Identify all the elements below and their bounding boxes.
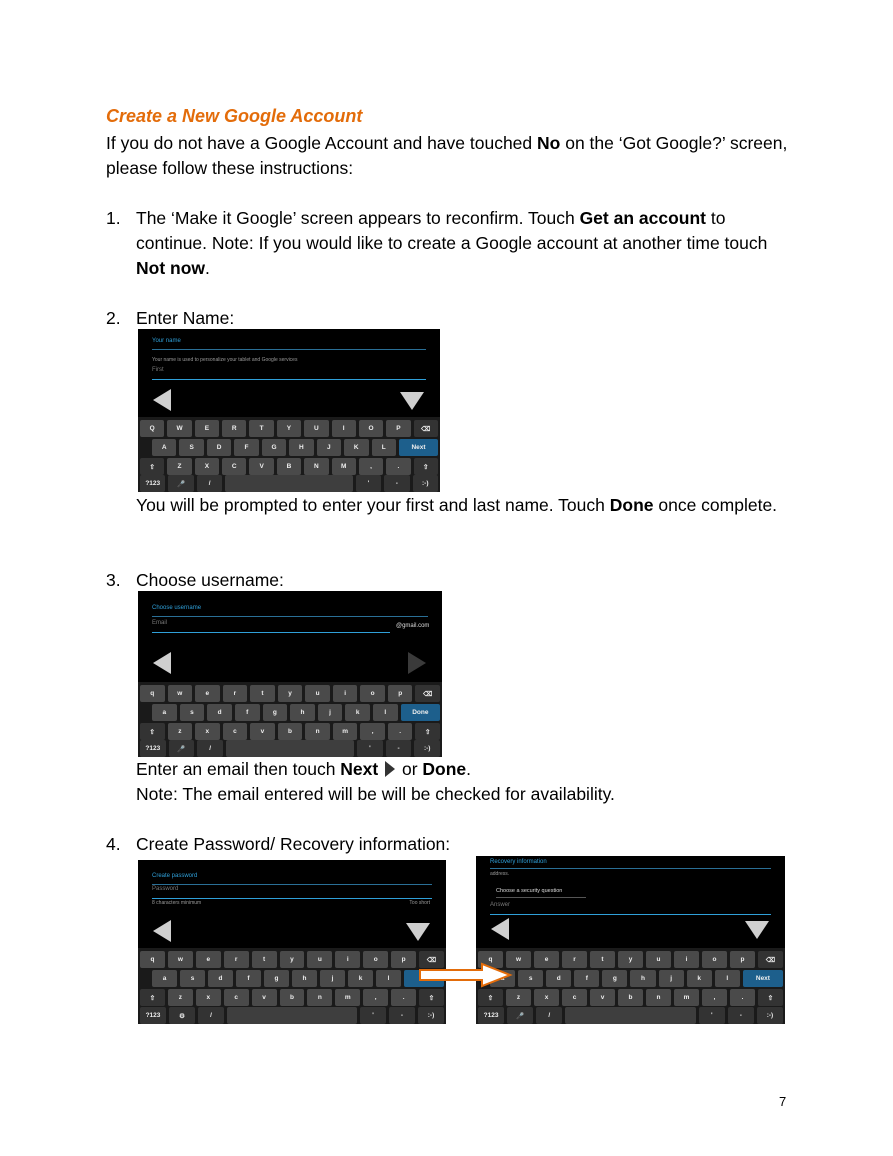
key: G: [262, 439, 286, 456]
slash-key: /: [197, 740, 223, 757]
header-divider: [152, 884, 432, 885]
screen-hint: Your name is used to personalize your tablet and Google services: [152, 357, 298, 363]
smiley-key: :-): [757, 1007, 783, 1024]
key: r: [224, 951, 249, 968]
key: v: [252, 989, 277, 1006]
key: o: [360, 685, 385, 702]
key: B: [277, 458, 301, 475]
key: V: [249, 458, 273, 475]
key: f: [574, 970, 599, 987]
key: j: [320, 970, 345, 987]
key: m: [674, 989, 699, 1006]
comma-key: ,: [360, 723, 385, 740]
gmail-suffix: @gmail.com: [396, 623, 430, 629]
backspace-icon: ⌫: [758, 951, 783, 968]
key: i: [333, 685, 358, 702]
key: u: [305, 685, 330, 702]
key: Q: [140, 420, 164, 437]
period-key: .: [391, 989, 416, 1006]
smiley-key: :-): [413, 475, 438, 492]
screenshot-choose-username: [138, 591, 442, 757]
key: a: [152, 704, 177, 721]
key: Y: [277, 420, 301, 437]
key: r: [562, 951, 587, 968]
step-number: 2.: [106, 308, 121, 328]
key: p: [391, 951, 416, 968]
key: q: [140, 685, 165, 702]
key: g: [602, 970, 627, 987]
key: M: [332, 458, 356, 475]
shift-icon: ⇧: [478, 989, 503, 1006]
slash-key: /: [197, 475, 222, 492]
next-key: Next: [399, 439, 438, 456]
key: h: [630, 970, 655, 987]
key: X: [195, 458, 219, 475]
key: i: [674, 951, 699, 968]
key: o: [702, 951, 727, 968]
key: e: [534, 951, 559, 968]
key: t: [590, 951, 615, 968]
key: i: [335, 951, 360, 968]
first-name-field: First: [152, 367, 426, 380]
key: x: [534, 989, 559, 1006]
space-key: [565, 1007, 695, 1024]
period-key: .: [386, 458, 410, 475]
key: l: [715, 970, 740, 987]
key: x: [195, 723, 220, 740]
comma-key: ,: [363, 989, 388, 1006]
space-key: [226, 740, 354, 757]
step-number: 4.: [106, 834, 121, 854]
hide-keyboard-icon: [406, 923, 430, 941]
key: N: [304, 458, 328, 475]
key: P: [386, 420, 410, 437]
settings-icon: ⚙: [169, 1007, 195, 1024]
comma-key: ,: [702, 989, 727, 1006]
header-divider: [152, 616, 428, 617]
key: v: [590, 989, 615, 1006]
dash-key: -: [384, 475, 409, 492]
key: s: [180, 704, 205, 721]
key: o: [363, 951, 388, 968]
key: l: [376, 970, 401, 987]
space-key: [225, 475, 352, 492]
comma-key: ,: [359, 458, 383, 475]
shift-icon: ⇧: [758, 989, 783, 1006]
quote-key: ': [356, 475, 381, 492]
step-text: The ‘Make it Google’ screen appears to reconfirm. Touch Get an account to continue. Note: If you would like to create a Google account at another time touch Not now.: [136, 208, 768, 278]
key: f: [236, 970, 261, 987]
shift-icon: ⇧: [140, 723, 165, 740]
key: H: [289, 439, 313, 456]
keyboard: [138, 682, 442, 757]
header-divider: [152, 349, 426, 350]
key: T: [249, 420, 273, 437]
step-text: Choose username:: [136, 570, 284, 590]
symbols-key: ?123: [140, 475, 165, 492]
keyboard: [476, 948, 785, 1024]
key: F: [234, 439, 258, 456]
key: p: [388, 685, 413, 702]
key: w: [168, 951, 193, 968]
space-key: [227, 1007, 357, 1024]
screenshot-create-password: [138, 860, 446, 1024]
page-number: 7: [779, 1094, 787, 1109]
shift-icon: ⇧: [140, 989, 165, 1006]
intro-paragraph: If you do not have a Google Account and have touched No on the ‘Got Google?’ screen, please follow these instructions:: [106, 133, 788, 178]
step-3-note: Enter an email then touch Next or Done.: [136, 759, 472, 779]
next-step-arrow-icon: [418, 962, 514, 988]
key: k: [345, 704, 370, 721]
key: f: [235, 704, 260, 721]
key: g: [263, 704, 288, 721]
key: W: [167, 420, 191, 437]
email-field: Email: [152, 620, 390, 633]
shift-icon: ⇧: [419, 989, 444, 1006]
screen-header: Your name: [152, 338, 181, 344]
screenshot-recovery-information: [476, 856, 785, 1024]
security-question-select: Choose a security question: [496, 888, 586, 898]
key: d: [546, 970, 571, 987]
quote-key: ': [699, 1007, 725, 1024]
dash-key: -: [728, 1007, 754, 1024]
key: e: [196, 951, 221, 968]
back-arrow-icon: [153, 389, 171, 411]
quote-key: ': [360, 1007, 386, 1024]
key: e: [195, 685, 220, 702]
key: s: [180, 970, 205, 987]
key: p: [730, 951, 755, 968]
dash-key: -: [386, 740, 412, 757]
key: I: [332, 420, 356, 437]
slash-key: /: [536, 1007, 562, 1024]
next-arrow-icon: [408, 652, 426, 674]
key: j: [659, 970, 684, 987]
key: a: [152, 970, 177, 987]
availability-note: Note: The email entered will be will be checked for availability.: [136, 784, 615, 804]
key: d: [207, 704, 232, 721]
key: k: [687, 970, 712, 987]
screen-header: Choose username: [152, 605, 202, 611]
hide-keyboard-icon: [400, 392, 424, 410]
dash-key: -: [389, 1007, 415, 1024]
smiley-key: :-): [418, 1007, 444, 1024]
microphone-icon: 🎤: [169, 740, 195, 757]
key: u: [307, 951, 332, 968]
key: S: [179, 439, 203, 456]
section-heading: Create a New Google Account: [106, 106, 363, 126]
key: A: [152, 439, 176, 456]
key: L: [372, 439, 396, 456]
smiley-key: :-): [414, 740, 440, 757]
key: n: [646, 989, 671, 1006]
key: b: [618, 989, 643, 1006]
next-key: Next: [743, 970, 783, 987]
symbols-key: ?123: [140, 1007, 166, 1024]
back-arrow-icon: [153, 920, 171, 942]
key: m: [333, 723, 358, 740]
key: D: [207, 439, 231, 456]
key: j: [318, 704, 343, 721]
shift-icon: ⇧: [415, 723, 440, 740]
key: q: [140, 951, 165, 968]
step-number: 3.: [106, 570, 121, 590]
key: y: [280, 951, 305, 968]
key: v: [250, 723, 275, 740]
key: q: [478, 951, 503, 968]
answer-field: Answer: [490, 902, 771, 915]
key: c: [562, 989, 587, 1006]
microphone-icon: 🎤: [168, 475, 193, 492]
key: z: [168, 723, 193, 740]
key: b: [278, 723, 303, 740]
step-number: 1.: [106, 208, 121, 228]
backspace-icon: ⌫: [415, 685, 440, 702]
key: k: [348, 970, 373, 987]
key: t: [250, 685, 275, 702]
back-arrow-icon: [153, 652, 171, 674]
header-divider: [490, 868, 771, 869]
symbols-key: ?123: [478, 1007, 504, 1024]
password-strength: Too short: [409, 900, 430, 906]
symbols-key: ?123: [140, 740, 166, 757]
keyboard: [138, 417, 440, 492]
next-arrow-icon: [385, 761, 395, 777]
password-hint: 8 characters minimum: [152, 900, 202, 906]
key: h: [292, 970, 317, 987]
quote-key: ': [357, 740, 383, 757]
screenshot-enter-name: [138, 329, 440, 492]
period-key: .: [730, 989, 755, 1006]
key: s: [518, 970, 543, 987]
key: g: [264, 970, 289, 987]
key: r: [223, 685, 248, 702]
screen-header: Recovery information: [490, 859, 547, 865]
shift-icon: ⇧: [140, 458, 164, 475]
done-key: Done: [401, 704, 440, 721]
key: x: [196, 989, 221, 1006]
key: u: [646, 951, 671, 968]
period-key: .: [388, 723, 413, 740]
key: O: [359, 420, 383, 437]
key: C: [222, 458, 246, 475]
step-2-note: You will be prompted to enter your first and last name. Touch Done once complete.: [136, 495, 778, 515]
key: l: [373, 704, 398, 721]
key: Z: [167, 458, 191, 475]
backspace-icon: ⌫: [419, 951, 444, 968]
key: y: [618, 951, 643, 968]
key: z: [506, 989, 531, 1006]
key: n: [307, 989, 332, 1006]
password-field: Password: [152, 886, 432, 899]
key: U: [304, 420, 328, 437]
key: c: [224, 989, 249, 1006]
key: b: [280, 989, 305, 1006]
key: y: [278, 685, 303, 702]
key: m: [335, 989, 360, 1006]
key: t: [252, 951, 277, 968]
key: d: [208, 970, 233, 987]
keyboard: [138, 948, 446, 1024]
screen-header: Create password: [152, 873, 198, 879]
shift-icon: ⇧: [414, 458, 438, 475]
hide-keyboard-icon: [745, 921, 769, 939]
microphone-icon: 🎤: [507, 1007, 533, 1024]
key: w: [168, 685, 193, 702]
key: h: [290, 704, 315, 721]
key: z: [168, 989, 193, 1006]
step-text: Create Password/ Recovery information:: [136, 834, 451, 854]
key: E: [195, 420, 219, 437]
key: K: [344, 439, 368, 456]
key: n: [305, 723, 330, 740]
step-text: Enter Name:: [136, 308, 235, 328]
key: c: [223, 723, 248, 740]
backspace-icon: ⌫: [414, 420, 438, 437]
slash-key: /: [198, 1007, 224, 1024]
key: J: [317, 439, 341, 456]
screen-hint: address.: [490, 871, 510, 877]
back-arrow-icon: [491, 918, 509, 940]
key: w: [506, 951, 531, 968]
key: R: [222, 420, 246, 437]
